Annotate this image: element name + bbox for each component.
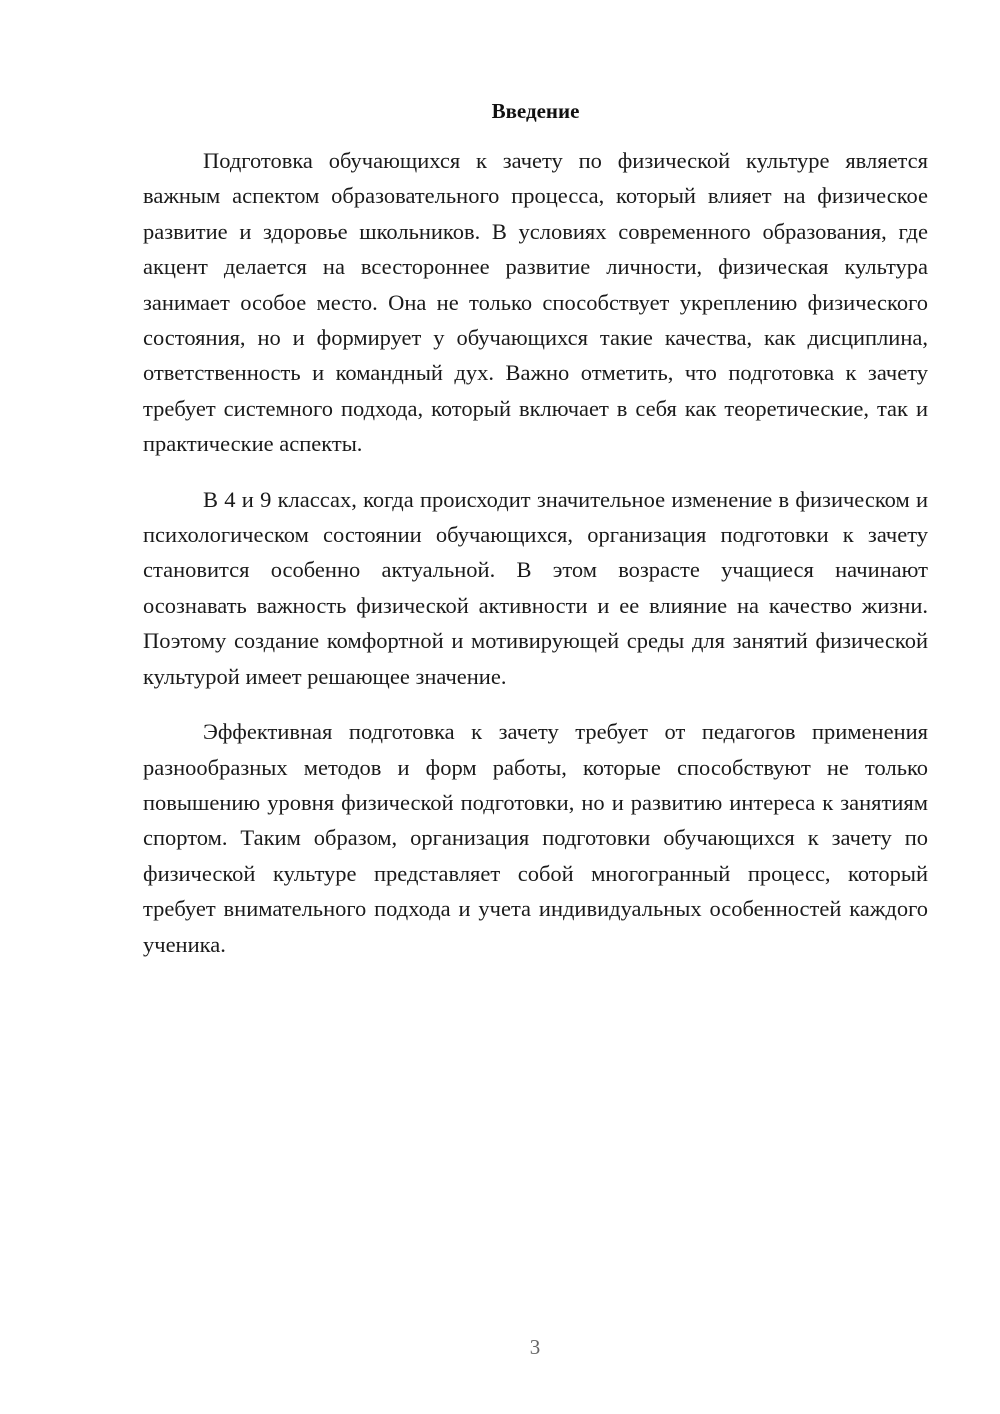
page-number: 3 (529, 1335, 541, 1359)
paragraph-3: Эффективная подготовка к зачету требует от педагогов применения разнообразных методов и форм работы, которые способствуют не только повышению уровня физической подготовки, но и развитию интереса к занятиям спортом. Таким образом, организация подготовки обучающихся к зачету по физической культуре представляет собой многогранный процесс, который требует внимательного подхода и учета индивидуальных особенностей каждого ученика. (143, 719, 928, 957)
section-title: Введение (491, 99, 580, 123)
document-body (143, 143, 928, 982)
paragraph-1: Подготовка обучающихся к зачету по физической культуре является важным аспектом образовательного процесса, который влияет на физическое развитие и здоровье школьников. В условиях современного образования, где акцент делается на всестороннее развитие личности, физическая культура занимает особое место. Она не только способствует укреплению физического состояния, но и формирует у обучающихся такие качества, как дисциплина, ответственность и командный дух. Важно отметить, что подготовка к зачету требует системного подхода, который включает в себя как теоретические, так и практические аспекты. (143, 148, 928, 457)
paragraph-2: В 4 и 9 классах, когда происходит значительное изменение в физическом и психологическом состоянии обучающихся, организация подготовки к зачету становится особенно актуальной. В этом возрасте учащиеся начинают осознавать важность физической активности и ее влияние на качество жизни. Поэтому создание комфортной и мотивирующей среды для занятий физической культурой имеет решающее значение. (143, 486, 928, 689)
